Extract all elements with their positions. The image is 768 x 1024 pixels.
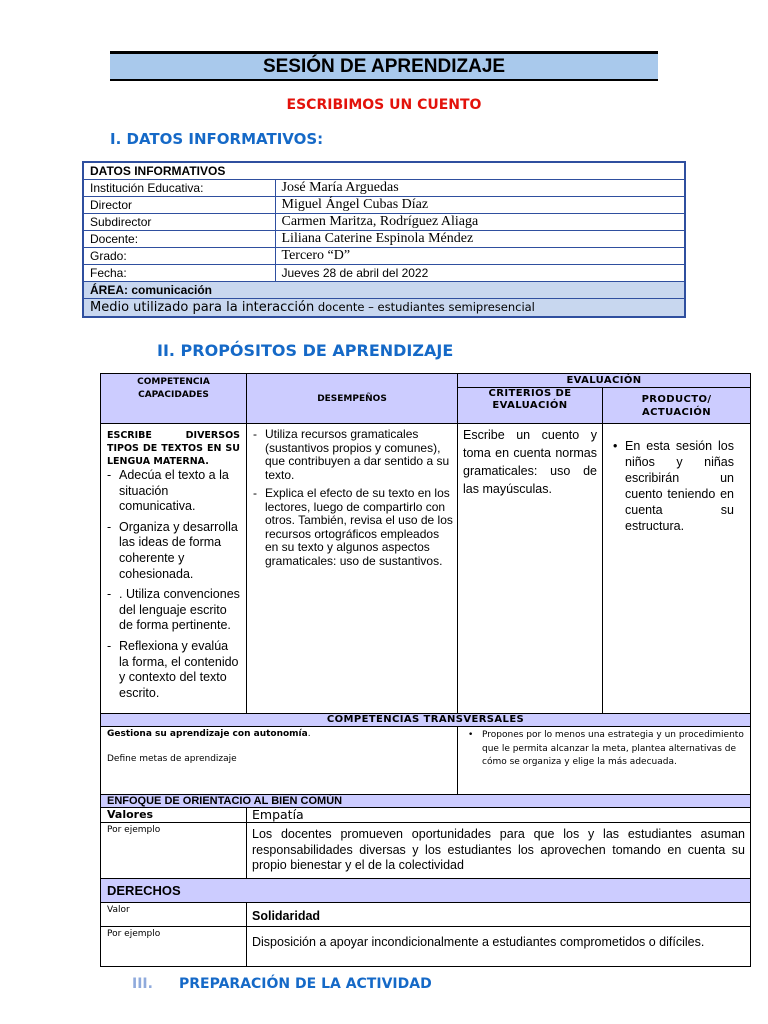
transversal-left-cell: [101, 727, 458, 795]
producto-cell: [603, 424, 751, 714]
list-item: - Reflexiona y evalúa la forma, el contenido y contexto del texto escrito.: [107, 639, 240, 701]
list-item: - Organiza y desarrolla las ideas de forma coherente y cohesionada.: [107, 520, 240, 582]
transversal-desc: • Propones por lo menos una estrategia y un procedimiento que le permita alcanzar la meta, plantea alternativas de cómo se organiza y elige la más adecuada.: [462, 729, 746, 770]
valor-value: Solidaridad: [247, 903, 751, 927]
datos-table: [82, 161, 686, 318]
datos-header: DATOS INFORMATIVOS: [83, 162, 685, 180]
session-subtitle: ESCRIBIMOS UN CUENTO: [286, 97, 482, 113]
valores-value: Empatía: [247, 808, 751, 823]
valores-label: Valores: [101, 808, 247, 823]
competencia-header: COMPETENCIA: [137, 377, 210, 387]
list-item: - Explica el efecto de su texto en los lectores, luego de compartirlo con otros. También, revisa el uso de los recursos ortográficos empleados en su texto y algunos aspectos gramaticales: uso de sustantivos.: [253, 487, 453, 568]
datos-label: Director: [83, 197, 275, 214]
transversal-title: Gestiona su aprendizaje con autonomía: [107, 729, 308, 739]
competencia-header-cell: [101, 374, 247, 424]
medio-value: docente – estudiantes semipresencial: [314, 300, 535, 314]
transversal-meta: Define metas de aprendizaje: [107, 754, 237, 764]
producto-text: • En esta sesión los niños y niñas escribirán un cuento teniendo en cuenta su estructura.: [607, 438, 734, 534]
criterio-text: Escribe un cuento y toma en cuenta normas gramaticales: uso de las mayúsculas.: [463, 428, 597, 496]
derechos-header: DERECHOS: [101, 879, 751, 903]
producto-header: PRODUCTO/ ACTUACIÓN: [641, 393, 712, 418]
transversales-header: COMPETENCIAS TRANSVERSALES: [326, 714, 525, 725]
competencia-text: ESCRIBE DIVERSOS TIPOS DE TEXTOS EN SU LENGUA MATERNA.: [107, 430, 240, 467]
list-item: - Utiliza recursos gramaticales (sustantivos propios y comunes), que contribuyen a dar sentido a su texto.: [253, 428, 453, 482]
datos-label: Institución Educativa:: [83, 180, 275, 197]
datos-value: Miguel Ángel Cubas Díaz: [275, 197, 685, 214]
area-row: ÁREA: comunicación: [83, 282, 685, 299]
propositos-table: [100, 373, 751, 967]
transversales-header-cell: [101, 714, 751, 727]
criterio-cell: [458, 424, 603, 714]
transversal-title-dot: .: [307, 729, 311, 739]
desempenos-list: [253, 428, 453, 568]
ejemplo1-text: Los docentes promueven oportunidades para que los y las estudiantes asuman responsabilidades diversas y los estudiantes los aprovechen tomando en cuenta su propio bienestar y el de la colectividad: [247, 823, 751, 879]
datos-label: Grado:: [83, 248, 275, 265]
page-title: SESIÓN DE APRENDIZAJE: [110, 51, 658, 81]
desempenos-header-cell: [247, 374, 458, 424]
section3-heading: PREPARACIÓN DE LA ACTIVIDAD: [179, 976, 432, 992]
datos-value: José María Arguedas: [275, 180, 685, 197]
valor-label: Valor: [101, 903, 247, 927]
desempenos-header: DESEMPEÑOS: [317, 393, 387, 404]
list-item: - Adecúa el texto a la situación comunicativa.: [107, 468, 240, 515]
list-item: - . Utiliza convenciones del lenguaje escrito de forma pertinente.: [107, 587, 240, 634]
section-propositos-heading: II. PROPÓSITOS DE APRENDIZAJE: [157, 341, 454, 360]
section-datos-heading: I. DATOS INFORMATIVOS:: [110, 130, 324, 148]
datos-label: Subdirector: [83, 214, 275, 231]
datos-value: Carmen Maritza, Rodríguez Aliaga: [275, 214, 685, 231]
producto-header-cell: [603, 388, 751, 424]
criterios-header: CRITERIOS DE EVALUACIÓN: [488, 388, 572, 411]
datos-label: Docente:: [83, 231, 275, 248]
ejemplo1-label: Por ejemplo: [101, 823, 247, 879]
transversal-right-cell: [458, 727, 751, 795]
medio-label: Medio utilizado para la interacción: [90, 300, 315, 315]
evaluacion-header: EVALUACIÓN: [566, 375, 642, 386]
medio-row: [83, 299, 685, 318]
datos-label: Fecha:: [83, 265, 275, 282]
enfoque-header: ENFOQUE DE ORIENTACIO AL BIEN COMÚN: [101, 795, 751, 808]
ejemplo2-label: Por ejemplo: [101, 927, 247, 967]
competencia-cell: [101, 424, 247, 714]
evaluacion-header-cell: [458, 374, 751, 388]
criterios-header-cell: [458, 388, 603, 424]
datos-value: Tercero “D”: [275, 248, 685, 265]
ejemplo2-text: Disposición a apoyar incondicionalmente a estudiantes comprometidos o difíciles.: [247, 927, 751, 967]
datos-value: Jueves 28 de abril del 2022: [275, 265, 685, 282]
capacidades-list: [107, 468, 240, 701]
section3-number: III.: [132, 976, 153, 992]
datos-value: Liliana Caterine Espinola Méndez: [275, 231, 685, 248]
capacidades-header: CAPACIDADES: [138, 390, 209, 400]
desempenos-cell: [247, 424, 458, 714]
